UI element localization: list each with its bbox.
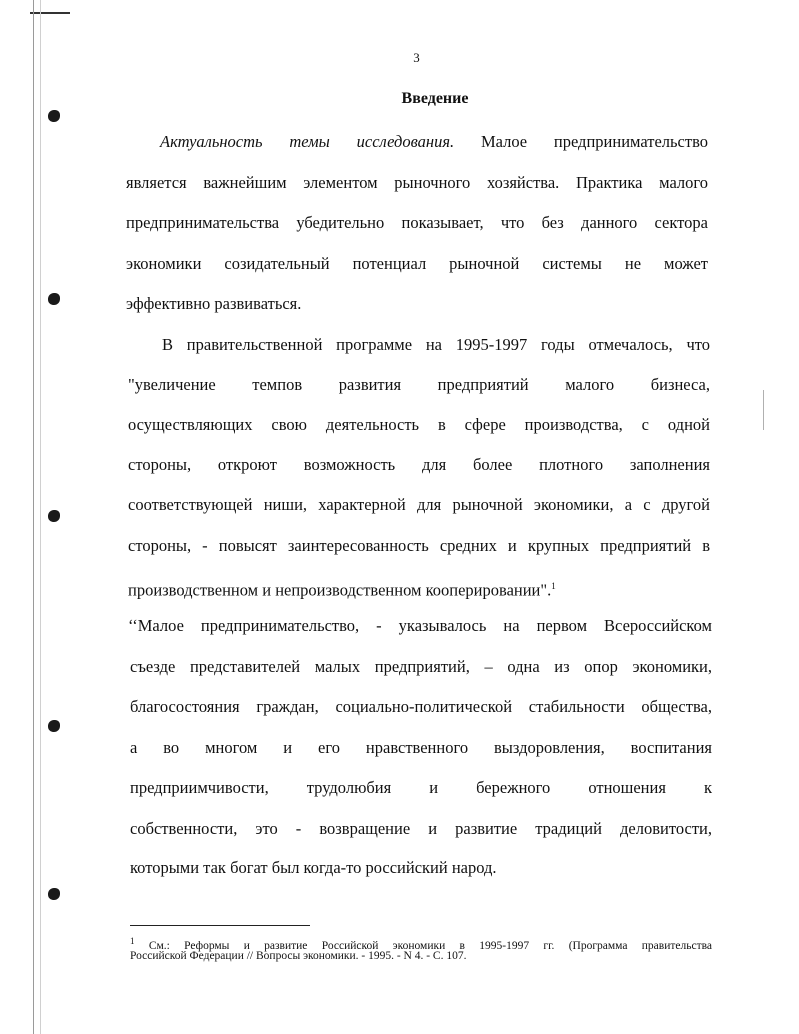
punch-hole-icon xyxy=(48,888,60,900)
scan-edge-line-light xyxy=(40,0,41,1034)
punch-hole-icon xyxy=(48,110,60,122)
paragraph-line xyxy=(160,132,708,152)
paragraph-line: осуществляющих свою деятельность в сфере производства, с одной xyxy=(128,415,710,434)
punch-hole-icon xyxy=(48,720,60,732)
paragraph-line: соответствующей ниши, характерной для рыночной экономики, а с другой xyxy=(128,495,710,514)
paragraph-line: собственности, это - возвращение и развитие традиций деловитости, xyxy=(130,819,712,838)
scan-edge-line xyxy=(33,0,34,1034)
footnote-text: См.: Реформы и развитие Российской экономики в 1995-1997 гг. (Программа правительства xyxy=(148,939,713,952)
paragraph-line: которыми так богат был когда-то российский народ. xyxy=(130,858,497,877)
paragraph-line xyxy=(128,576,556,601)
punch-hole-icon xyxy=(48,293,60,305)
page-number: 3 xyxy=(413,50,420,65)
paragraph-text: Малое предпринимательство xyxy=(480,132,709,151)
paragraph-line: благосостояния граждан, социально-политической стабильности общества, xyxy=(130,697,712,716)
page-title: Введение xyxy=(401,90,469,107)
scan-right-mark xyxy=(763,390,764,430)
paragraph-line: предприимчивости, трудолюбия и бережного отношения к xyxy=(130,778,712,797)
punch-hole-icon xyxy=(48,510,60,522)
paragraph-line: экономики созидательный потенциал рыночной системы не может xyxy=(126,254,708,273)
footnote-reference: 1 xyxy=(551,581,556,591)
footnote-marker: 1 xyxy=(130,936,135,946)
scan-edge-mark xyxy=(30,0,70,14)
footnote-divider xyxy=(130,925,310,926)
paragraph-line: стороны, - повысят заинтересованность средних и крупных предприятий в xyxy=(128,536,710,555)
paragraph-line: ‘‘Малое предпринимательство, - указывалось на первом Всероссийском xyxy=(128,616,712,635)
paragraph-lead: Актуальность темы исследования. xyxy=(160,132,455,151)
paragraph-line: стороны, откроют возможность для более плотного заполнения xyxy=(128,455,710,474)
paragraph-line: эффективно развиваться. xyxy=(126,294,302,313)
paragraph-line: "увеличение темпов развития предприятий малого бизнеса, xyxy=(128,375,710,394)
paragraph-line: а во многом и его нравственного выздоровления, воспитания xyxy=(130,738,712,757)
paragraph-line: В правительственной программе на 1995-1997 годы отмечалось, что xyxy=(162,335,710,354)
paragraph-line: является важнейшим элементом рыночного хозяйства. Практика малого xyxy=(126,173,708,192)
paragraph-line: предпринимательства убедительно показывает, что без данного сектора xyxy=(126,213,708,232)
paragraph-text: производственном и непроизводственном кооперировании". xyxy=(128,580,552,600)
footnote-line: Российской Федерации // Вопросы экономики. - 1995. - N 4. - С. 107. xyxy=(130,950,467,962)
paragraph-line: съезде представителей малых предприятий, – одна из опор экономики, xyxy=(130,657,712,676)
